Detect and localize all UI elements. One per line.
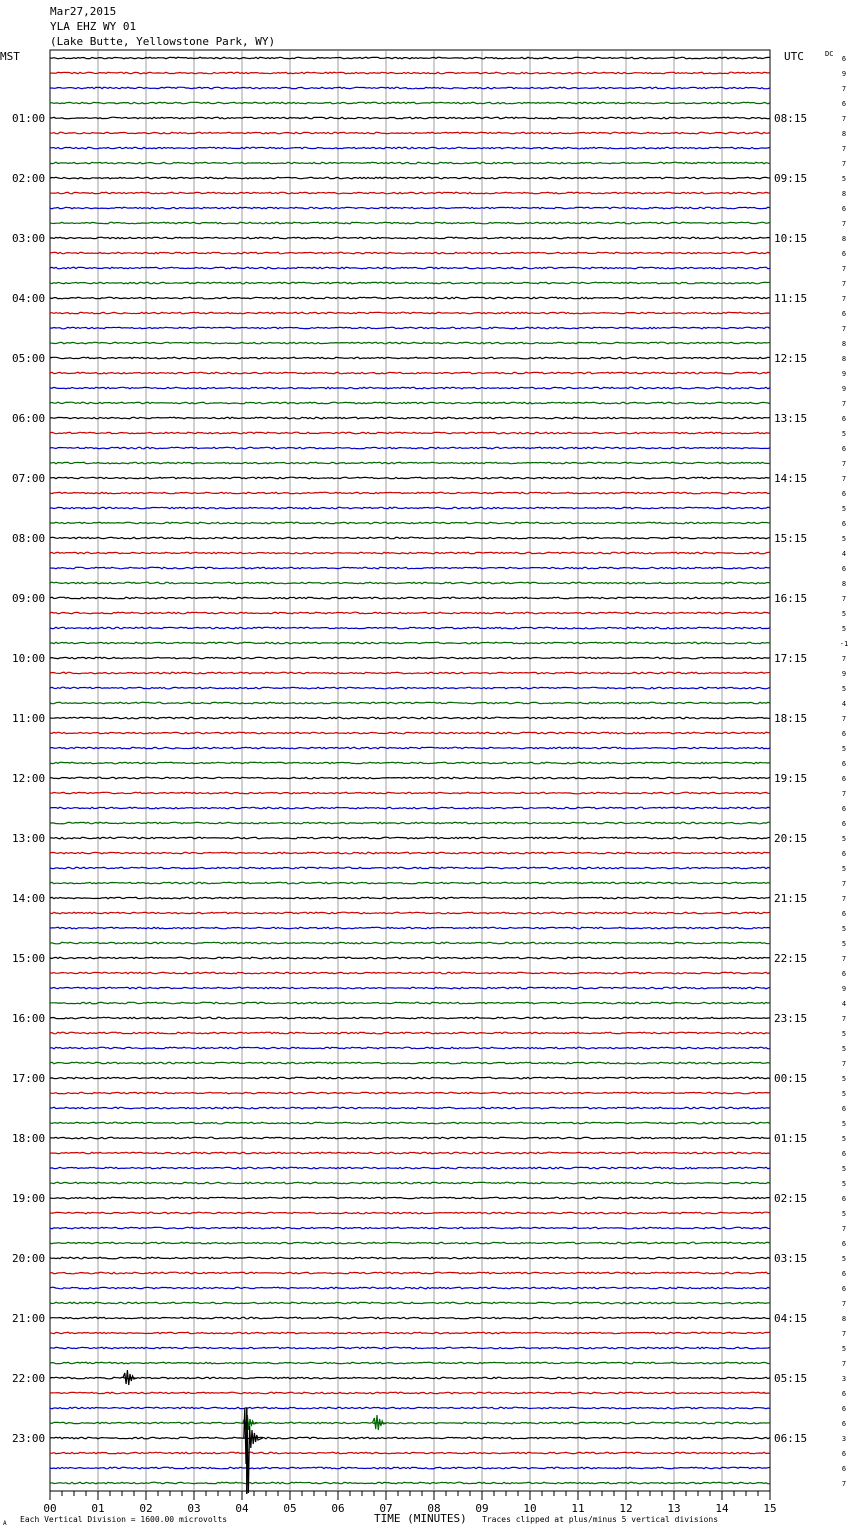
trace-line xyxy=(50,672,770,674)
trace-line xyxy=(50,1452,770,1454)
dc-offset-label: 6 xyxy=(841,1105,847,1113)
mst-hour-label: 05:00 xyxy=(12,352,46,365)
trace-line xyxy=(50,1032,770,1034)
mst-hour-label: 15:00 xyxy=(12,952,46,965)
trace-line xyxy=(50,762,770,764)
trace-line xyxy=(50,717,770,719)
trace-line xyxy=(50,297,770,299)
dc-offset-label: 7 xyxy=(841,1360,847,1368)
trace-line xyxy=(50,1377,770,1379)
utc-hour-label: 02:15 xyxy=(774,1192,808,1205)
trace-line xyxy=(50,57,770,59)
dc-offset-label: 7 xyxy=(841,1330,847,1338)
x-tick-label: 15 xyxy=(763,1502,777,1515)
station-name: YLA EHZ WY 01 xyxy=(50,20,137,33)
dc-column-label: DC xyxy=(825,50,834,58)
trace-line xyxy=(50,162,770,164)
dc-offset-label: 6 xyxy=(841,100,847,108)
dc-offset-label: 6 xyxy=(841,250,847,258)
trace-line xyxy=(50,1167,770,1169)
utc-hour-label: 20:15 xyxy=(774,832,808,845)
trace-line xyxy=(50,1407,770,1409)
trace-line xyxy=(50,927,770,929)
trace-line xyxy=(50,1017,770,1019)
utc-hour-label: 19:15 xyxy=(774,772,808,785)
trace-line xyxy=(50,177,770,179)
dc-offset-label: 6 xyxy=(841,310,847,318)
trace-line xyxy=(50,807,770,809)
trace-line xyxy=(50,117,770,119)
dc-offset-label: 5 xyxy=(841,1180,847,1188)
trace-line xyxy=(50,72,770,74)
dc-offset-label: 5 xyxy=(841,1090,847,1098)
trace-line xyxy=(50,1257,770,1259)
trace-line xyxy=(50,132,770,134)
mst-hour-label: 14:00 xyxy=(12,892,46,905)
dc-offset-label: 8 xyxy=(841,235,847,243)
dc-offset-label: 7 xyxy=(841,655,847,663)
dc-offset-label: 6 xyxy=(841,1285,847,1293)
mst-hour-label: 03:00 xyxy=(12,232,46,245)
mst-hour-label: 21:00 xyxy=(12,1312,46,1325)
x-tick-label: 10 xyxy=(523,1502,537,1515)
dc-offset-label: 7 xyxy=(841,1300,847,1308)
trace-line xyxy=(50,687,770,689)
plot-date: Mar27,2015 xyxy=(50,5,117,18)
trace-line xyxy=(50,522,770,524)
utc-hour-label: 21:15 xyxy=(774,892,808,905)
trace-line xyxy=(50,582,770,584)
x-tick-label: 04 xyxy=(235,1502,249,1515)
dc-offset-label: 5 xyxy=(841,745,847,753)
mst-zone-label: MST xyxy=(0,50,20,63)
trace-line xyxy=(50,1182,770,1184)
dc-offset-label: 4 xyxy=(841,1000,847,1008)
utc-hour-label: 05:15 xyxy=(774,1372,808,1385)
dc-offset-label: 6 xyxy=(841,775,847,783)
trace-line xyxy=(50,1332,770,1334)
dc-offset-label: 5 xyxy=(841,835,847,843)
mst-hour-label: 02:00 xyxy=(12,172,46,185)
dc-offset-label: 8 xyxy=(841,1315,847,1323)
dc-offset-label: 7 xyxy=(841,85,847,93)
mst-hour-label: 12:00 xyxy=(12,772,46,785)
trace-line xyxy=(50,1392,770,1394)
dc-offset-label: 9 xyxy=(841,670,847,678)
dc-offset-label: 5 xyxy=(841,865,847,873)
dc-offset-label: 4 xyxy=(841,550,847,558)
plot-frame xyxy=(50,50,770,1491)
trace-line xyxy=(50,282,770,284)
trace-line xyxy=(50,1362,770,1364)
x-tick-label: 05 xyxy=(283,1502,297,1515)
dc-offset-label: 9 xyxy=(841,370,847,378)
dc-offset-label: 5 xyxy=(841,1120,847,1128)
dc-offset-label: 8 xyxy=(841,130,847,138)
station-location: (Lake Butte, Yellowstone Park, WY) xyxy=(50,35,276,48)
dc-offset-label: 5 xyxy=(841,175,847,183)
dc-offset-label: 7 xyxy=(841,295,847,303)
dc-offset-label: 6 xyxy=(841,1390,847,1398)
dc-offset-label: 8 xyxy=(841,340,847,348)
trace-line xyxy=(50,102,770,104)
dc-offset-label: 5 xyxy=(841,1210,847,1218)
corner-mark: A xyxy=(3,1520,7,1527)
trace-line xyxy=(50,987,770,989)
utc-hour-label: 06:15 xyxy=(774,1432,808,1445)
dc-offset-label: 6 xyxy=(841,1405,847,1413)
trace-line xyxy=(50,387,770,389)
dc-offset-label: 5 xyxy=(841,625,847,633)
trace-line xyxy=(50,1152,770,1154)
trace-line xyxy=(50,222,770,224)
trace-line xyxy=(50,972,770,974)
trace-line xyxy=(50,1002,770,1004)
mst-hour-label: 07:00 xyxy=(12,472,46,485)
trace-line xyxy=(50,627,770,629)
utc-hour-label: 22:15 xyxy=(774,952,808,965)
mst-hour-label: 17:00 xyxy=(12,1072,46,1085)
mst-hour-label: 18:00 xyxy=(12,1132,46,1145)
utc-hour-label: 12:15 xyxy=(774,352,808,365)
dc-offset-label: 6 xyxy=(841,820,847,828)
mst-hour-label: 08:00 xyxy=(12,532,46,545)
trace-line xyxy=(50,1467,770,1469)
dc-offset-label: 5 xyxy=(841,1165,847,1173)
dc-offset-label: 5 xyxy=(841,1255,847,1263)
utc-hour-label: 04:15 xyxy=(774,1312,808,1325)
dc-offset-label: 7 xyxy=(841,1480,847,1488)
dc-offset-label: 6 xyxy=(841,1150,847,1158)
trace-line xyxy=(50,402,770,404)
trace-line xyxy=(50,1062,770,1064)
dc-offset-label: 7 xyxy=(841,145,847,153)
dc-offset-label: 7 xyxy=(841,1015,847,1023)
dc-offset-label: 7 xyxy=(841,460,847,468)
mst-hour-label: 10:00 xyxy=(12,652,46,665)
dc-offset-label: 7 xyxy=(841,280,847,288)
dc-offset-label: 6 xyxy=(841,565,847,573)
dc-offset-label: 8 xyxy=(841,190,847,198)
dc-offset-label: 7 xyxy=(841,595,847,603)
dc-offset-label: 6 xyxy=(841,1195,847,1203)
trace-line xyxy=(50,702,770,704)
trace-line xyxy=(50,462,770,464)
utc-hour-label: 00:15 xyxy=(774,1072,808,1085)
trace-line xyxy=(50,1107,770,1109)
mst-hour-label: 23:00 xyxy=(12,1432,46,1445)
dc-offset-label: 6 xyxy=(841,760,847,768)
mst-hour-label: 04:00 xyxy=(12,292,46,305)
dc-offset-label: 6 xyxy=(841,205,847,213)
trace-line xyxy=(50,912,770,914)
x-tick-label: 11 xyxy=(571,1502,585,1515)
trace-line xyxy=(50,1437,770,1439)
trace-line xyxy=(50,357,770,359)
scale-note: Each Vertical Division = 1600.00 microvolts xyxy=(20,1515,228,1524)
trace-line xyxy=(50,507,770,509)
trace-line xyxy=(50,1272,770,1274)
dc-offset-label: 6 xyxy=(841,910,847,918)
dc-offset-label: 5 xyxy=(841,925,847,933)
utc-hour-label: 01:15 xyxy=(774,1132,808,1145)
dc-offset-label: 7 xyxy=(841,715,847,723)
trace-line xyxy=(50,837,770,839)
mst-hour-label: 01:00 xyxy=(12,112,46,125)
x-tick-label: 00 xyxy=(43,1502,57,1515)
trace-line xyxy=(50,537,770,539)
dc-offset-label: 6 xyxy=(841,415,847,423)
trace-line xyxy=(50,447,770,449)
utc-hour-label: 17:15 xyxy=(774,652,808,665)
trace-line xyxy=(50,897,770,899)
trace-line xyxy=(50,792,770,794)
dc-offset-label: 6 xyxy=(841,850,847,858)
dc-offset-label: 7 xyxy=(841,790,847,798)
trace-line xyxy=(50,882,770,884)
trace-line xyxy=(50,327,770,329)
trace-line xyxy=(50,1092,770,1094)
dc-offset-label: 6 xyxy=(841,490,847,498)
trace-line xyxy=(50,312,770,314)
dc-offset-label: 8 xyxy=(841,355,847,363)
trace-line xyxy=(50,342,770,344)
trace-line xyxy=(50,1047,770,1049)
trace-line xyxy=(50,567,770,569)
dc-offset-label: 9 xyxy=(841,385,847,393)
dc-offset-label: 5 xyxy=(841,940,847,948)
utc-hour-label: 16:15 xyxy=(774,592,808,605)
mst-hour-label: 20:00 xyxy=(12,1252,46,1265)
x-tick-label: 14 xyxy=(715,1502,729,1515)
trace-line xyxy=(50,1137,770,1139)
dc-offset-label: 8 xyxy=(841,580,847,588)
trace-line xyxy=(50,1212,770,1214)
x-tick-label: 06 xyxy=(331,1502,345,1515)
trace-line xyxy=(50,192,770,194)
dc-offset-label: 5 xyxy=(841,1345,847,1353)
trace-line xyxy=(50,747,770,749)
dc-offset-label: 6 xyxy=(841,520,847,528)
clip-note: Traces clipped at plus/minus 5 vertical divisions xyxy=(482,1515,719,1524)
trace-line xyxy=(50,492,770,494)
dc-offset-label: 7 xyxy=(841,220,847,228)
trace-line xyxy=(50,1197,770,1199)
dc-offset-label: 5 xyxy=(841,610,847,618)
utc-hour-label: 23:15 xyxy=(774,1012,808,1025)
trace-line xyxy=(50,657,770,659)
trace-line xyxy=(50,597,770,599)
utc-hour-label: 03:15 xyxy=(774,1252,808,1265)
utc-hour-label: 18:15 xyxy=(774,712,808,725)
utc-hour-label: 09:15 xyxy=(774,172,808,185)
mst-hour-label: 19:00 xyxy=(12,1192,46,1205)
trace-line xyxy=(50,777,770,779)
trace-line xyxy=(50,852,770,854)
dc-offset-label: 7 xyxy=(841,1060,847,1068)
x-tick-label: 02 xyxy=(139,1502,153,1515)
dc-offset-label: 3 xyxy=(841,1435,847,1443)
dc-offset-label: 5 xyxy=(841,505,847,513)
trace-line xyxy=(50,87,770,89)
utc-hour-label: 15:15 xyxy=(774,532,808,545)
x-axis-label: TIME (MINUTES) xyxy=(374,1512,467,1525)
dc-offset-label: 7 xyxy=(841,160,847,168)
x-tick-label: 13 xyxy=(667,1502,681,1515)
trace-line xyxy=(50,732,770,734)
dc-offset-label: 5 xyxy=(841,430,847,438)
trace-line xyxy=(50,207,770,209)
x-tick-label: 09 xyxy=(475,1502,489,1515)
trace-line xyxy=(50,1347,770,1349)
dc-offset-label: 6 xyxy=(841,1420,847,1428)
dc-offset-label: 9 xyxy=(841,70,847,78)
trace-line xyxy=(50,1302,770,1304)
dc-offset-label: 7 xyxy=(841,955,847,963)
trace-line xyxy=(50,1317,770,1319)
dc-offset-label: 6 xyxy=(841,1270,847,1278)
trace-line xyxy=(50,147,770,149)
trace-line xyxy=(50,1287,770,1289)
dc-offset-label: 6 xyxy=(841,730,847,738)
trace-line xyxy=(50,477,770,479)
trace-line xyxy=(50,867,770,869)
utc-zone-label: UTC xyxy=(784,50,804,63)
dc-offset-label: 5 xyxy=(841,1075,847,1083)
dc-offset-label: 5 xyxy=(841,1045,847,1053)
trace-line xyxy=(50,372,770,374)
trace-line xyxy=(50,942,770,944)
trace-line xyxy=(50,642,770,644)
dc-offset-label: 5 xyxy=(841,1135,847,1143)
dc-offset-label: 7 xyxy=(841,880,847,888)
dc-offset-label: 4 xyxy=(841,700,847,708)
trace-line xyxy=(50,822,770,824)
trace-line xyxy=(50,552,770,554)
dc-offset-label: 6 xyxy=(841,1450,847,1458)
x-tick-label: 08 xyxy=(427,1502,441,1515)
mst-hour-label: 16:00 xyxy=(12,1012,46,1025)
mst-hour-label: 06:00 xyxy=(12,412,46,425)
dc-offset-label: 6 xyxy=(841,1240,847,1248)
trace-line xyxy=(50,432,770,434)
dc-offset-label: 6 xyxy=(841,55,847,63)
dc-offset-label: 9 xyxy=(841,985,847,993)
trace-line xyxy=(50,612,770,614)
utc-hour-label: 13:15 xyxy=(774,412,808,425)
mst-hour-label: 11:00 xyxy=(12,712,46,725)
trace-line xyxy=(50,237,770,239)
dc-offset-label: 6 xyxy=(841,970,847,978)
trace-line xyxy=(50,1227,770,1229)
dc-offset-label: 7 xyxy=(841,475,847,483)
utc-hour-label: 10:15 xyxy=(774,232,808,245)
dc-offset-label: 6 xyxy=(841,1465,847,1473)
seismic-event xyxy=(372,1415,386,1430)
utc-hour-label: 14:15 xyxy=(774,472,808,485)
x-tick-label: 01 xyxy=(91,1502,105,1515)
trace-line xyxy=(50,252,770,254)
trace-line xyxy=(50,417,770,419)
trace-line xyxy=(50,267,770,269)
trace-line xyxy=(50,1077,770,1079)
x-tick-label: 03 xyxy=(187,1502,201,1515)
x-tick-label: 07 xyxy=(379,1502,393,1515)
trace-line xyxy=(50,1122,770,1124)
x-tick-label: 12 xyxy=(619,1502,633,1515)
dc-offset-label: -1 xyxy=(839,640,849,648)
dc-offset-label: 5 xyxy=(841,535,847,543)
dc-offset-label: 5 xyxy=(841,685,847,693)
dc-offset-label: 3 xyxy=(841,1375,847,1383)
dc-offset-label: 6 xyxy=(841,445,847,453)
dc-offset-label: 7 xyxy=(841,1225,847,1233)
trace-line xyxy=(50,957,770,959)
dc-offset-label: 6 xyxy=(841,805,847,813)
mst-hour-label: 09:00 xyxy=(12,592,46,605)
utc-hour-label: 11:15 xyxy=(774,292,808,305)
dc-offset-label: 7 xyxy=(841,115,847,123)
trace-line xyxy=(50,1482,770,1484)
dc-offset-label: 7 xyxy=(841,400,847,408)
dc-offset-label: 7 xyxy=(841,895,847,903)
dc-offset-label: 5 xyxy=(841,1030,847,1038)
trace-line xyxy=(50,1422,770,1424)
mst-hour-label: 13:00 xyxy=(12,832,46,845)
trace-line xyxy=(50,1242,770,1244)
dc-offset-label: 7 xyxy=(841,325,847,333)
dc-offset-label: 7 xyxy=(841,265,847,273)
mst-hour-label: 22:00 xyxy=(12,1372,46,1385)
utc-hour-label: 08:15 xyxy=(774,112,808,125)
